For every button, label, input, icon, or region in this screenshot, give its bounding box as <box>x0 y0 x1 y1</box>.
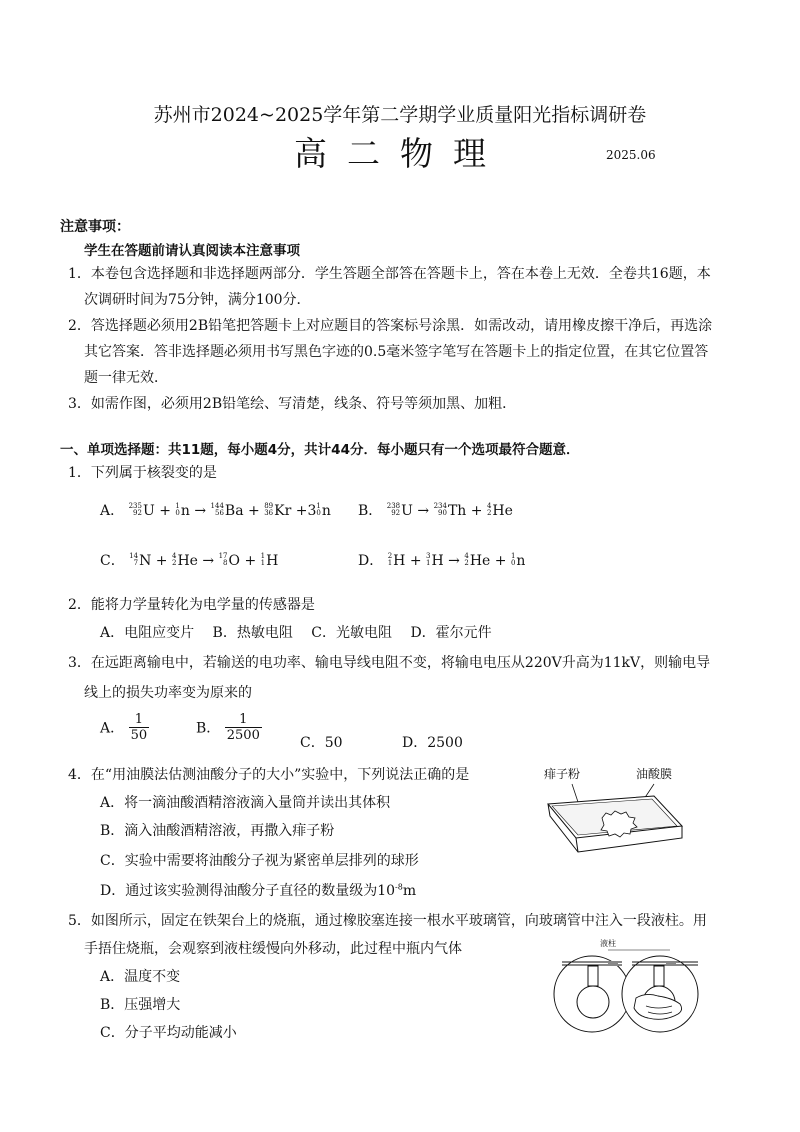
q3-option-c: C．50 <box>300 735 343 751</box>
q2-options: A．电阻应变片 B．热敏电阻 C．光敏电阻 D．霍尔元件 <box>100 625 492 641</box>
subject-title: 高二物理 <box>294 134 506 173</box>
q3-option-a: A． $\frac{1}{50}$ <box>100 712 148 743</box>
notice-item-2a: 2．答选择题必须用2B铅笔把答题卡上对应题目的答案标号涂黑．如需改动，请用橡皮擦干净后，再选涂 <box>68 318 713 334</box>
notice-item-2b: 其它答案．答非选择题必须用书写黑色字迹的0.5毫米签字笔写在答题卡上的指定位置，在其它位置答 <box>84 344 709 360</box>
q4-option-d: D．通过该实验测得油酸分子直径的数量级为$10^{-8}m$ <box>100 882 417 899</box>
label-oil-film: 油酸膜 <box>636 767 673 781</box>
q1-stem: 1．下列属于核裂变的是 <box>68 465 217 481</box>
q5-option-c: C．分子平均动能减小 <box>100 1025 237 1041</box>
q1-option-a: A． 235 92 U + 1 0 n → 144 56 Ba + 89 36 Kr +3 1 0 n <box>100 502 331 519</box>
q3-option-b: B． $\frac{1}{2500}$ <box>196 712 260 743</box>
notice-item-1a: 1．本卷包含选择题和非选择题两部分．学生答题全部答在答题卡上，答在本卷上无效．全卷共16题，本 <box>68 266 711 282</box>
notice-item-1b: 次调研时间为75分钟，满分100分． <box>84 292 311 308</box>
q5-stem-line2: 手捂住烧瓶，会观察到液柱缓慢向外移动，此过程中瓶内气体 <box>84 941 462 957</box>
oil-film-tray-figure <box>536 764 696 860</box>
notice-item-3: 3．如需作图，必须用2B铅笔绘、写清楚，线条、符号等须加黑、加粗． <box>68 396 517 412</box>
section-heading: 一、单项选择题：共11题，每小题4分，共计44分．每小题只有一个选项最符合题意． <box>60 442 580 458</box>
q1-option-d: D． 2 1 H + 3 1 H → 4 2 He + 1 0 n <box>358 552 526 569</box>
label-liquid-column: 液柱 <box>600 939 616 948</box>
exam-title: 苏州市2024~2025学年第二学期学业质量阳光指标调研卷 <box>153 104 647 126</box>
q4-option-b: B．滴入油酸酒精溶液，再撒入痱子粉 <box>100 823 335 839</box>
q5-stem-line1: 5．如图所示，固定在铁架台上的烧瓶，通过橡胶塞连接一根水平玻璃管，向玻璃管中注入一段液柱。用 <box>68 913 707 929</box>
q5-option-a: A．温度不变 <box>100 969 181 985</box>
label-powder: 痱子粉 <box>544 767 581 781</box>
q3-stem-line2: 线上的损失功率变为原来的 <box>84 685 252 701</box>
q1-option-c: C． 14 7 N + 4 2 He → 17 8 O + 1 1 H <box>100 552 279 569</box>
flask-tube-figure <box>548 936 708 1036</box>
q2-stem: 2．能将力学量转化为电学量的传感器是 <box>68 597 315 613</box>
q5-option-b: B．压强增大 <box>100 997 181 1013</box>
q4-option-a: A．将一滴油酸酒精溶液滴入量筒并读出其体积 <box>100 795 391 811</box>
notice-item-2c: 题一律无效． <box>84 370 168 386</box>
notice-subheading: 学生在答题前请认真阅读本注意事项 <box>84 243 300 259</box>
q1-option-b: B． 238 92 U → 234 90 Th + 4 2 He <box>358 502 513 519</box>
q3-option-d: D．2500 <box>402 735 463 751</box>
q3-stem-line1: 3．在远距离输电中，若输送的电功率、输电导线电阻不变，将输电电压从220V升高为11kV，则输电导 <box>68 655 711 671</box>
exam-date: 2025.06 <box>606 148 656 162</box>
q4-stem: 4．在“用油膜法估测油酸分子的大小”实验中，下列说法正确的是 <box>68 767 470 783</box>
q4-option-c: C．实验中需要将油酸分子视为紧密单层排列的球形 <box>100 853 419 869</box>
notice-heading: 注意事项： <box>60 219 130 235</box>
